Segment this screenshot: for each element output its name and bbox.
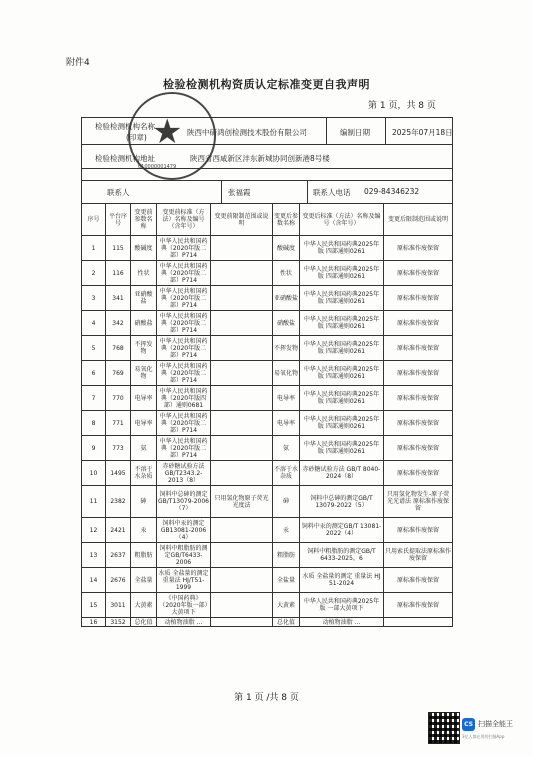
cell-after-std: 中华人民共和国药典2025年版 一部大黄项下: [300, 593, 384, 618]
cell-after-param: 易氧化物: [273, 361, 300, 386]
qr-code-icon: [428, 712, 460, 744]
cell-after-limit: 原标准作废保留: [384, 436, 453, 461]
page-footer: 第 1 页 /共 8 页: [234, 693, 299, 703]
cell-before-param: 总化值: [131, 618, 157, 627]
table-row: [82, 568, 453, 593]
cell-after-param: 大黄素: [273, 593, 300, 618]
seal-note: (印章): [126, 133, 147, 142]
date-label: 编制日期: [340, 128, 370, 137]
cell-after-param: 总化值: [273, 618, 300, 627]
cell-before-limit: [211, 411, 273, 436]
cell-before-std: 中华人民共和国药典（2020年版二部）P714: [157, 311, 211, 336]
cell-before-limit: [211, 543, 273, 568]
col-header: 序号: [82, 204, 106, 236]
cell-after-limit: 原标准作废保留: [384, 461, 453, 486]
cell-before-limit: [211, 286, 273, 311]
table-row: [82, 361, 453, 386]
table-header-row: [82, 204, 453, 236]
cell-no: 6: [82, 361, 106, 386]
cell-before-param: 氨: [131, 436, 157, 461]
cell-before-std: 中华人民共和国药典（2020年版二部）P714: [157, 411, 211, 436]
cell-before-limit: [211, 361, 273, 386]
table-row: [82, 543, 453, 568]
table-row: [82, 311, 453, 336]
header-rule: [81, 168, 452, 169]
cell-before-std: 动植物油脂 ...: [157, 618, 211, 627]
cell-pid: 773: [106, 436, 131, 461]
address-label: 检验检测机构地址: [95, 154, 155, 163]
cell-after-param: 氨: [273, 436, 300, 461]
cell-after-limit: 原标准作废保留: [384, 286, 453, 311]
cell-after-param: 酸碱度: [273, 236, 300, 261]
col-header: 变更前参数名称: [131, 204, 157, 236]
cell-after-param: 电导率: [273, 411, 300, 436]
cell-after-std: 中华人民共和国药典2025年版 四部通则0261: [300, 286, 384, 311]
phone-value: 029-84346232: [364, 187, 420, 196]
cell-after-limit: 只用索氏提取法原标准作废保留: [384, 543, 453, 568]
seal-star-icon: ★: [152, 112, 183, 152]
cell-before-param: 砷: [131, 486, 157, 518]
address-value: 陕西省西咸新区沣东新城协同创新港8号楼: [190, 154, 330, 163]
cell-after-limit: 原标准作废保留: [384, 336, 453, 361]
cell-before-std: 饲料中总砷的测定GB/T13079-2006（7）: [157, 486, 211, 518]
cell-before-limit: [211, 261, 273, 286]
cell-before-limit: [211, 386, 273, 411]
cell-pid: 341: [106, 286, 131, 311]
cell-pid: 2637: [106, 543, 131, 568]
table-row: [82, 386, 453, 411]
cell-no: 8: [82, 411, 106, 436]
col-header: 变更前限制范围或说明: [211, 204, 273, 236]
cell-no: 4: [82, 311, 106, 336]
col-header: 变更后标准（方法）名称及编号（含年号）: [300, 204, 384, 236]
header-divider: [307, 180, 308, 203]
cell-after-param: 硝酸盐: [273, 311, 300, 336]
cell-before-param: 亚硝酸盐: [131, 286, 157, 311]
cell-before-std: 中华人民共和国药典（2020年版二部）P714: [157, 436, 211, 461]
date-value: 2025年07月18日: [392, 128, 453, 137]
cell-after-std: 中华人民共和国药典2025年版 四部通则0261: [300, 386, 384, 411]
col-header: 平台序号: [106, 204, 131, 236]
cell-before-param: 性状: [131, 261, 157, 286]
table-row: [82, 618, 453, 627]
cell-after-param: 不挥发物: [273, 336, 300, 361]
cell-after-limit: 原标准作废保留: [384, 236, 453, 261]
header-divider: [385, 117, 386, 144]
cell-before-param: 不挥发物: [131, 336, 157, 361]
col-header: 变更后参数名称: [273, 204, 300, 236]
contact-label: 联系人: [107, 188, 130, 197]
cell-after-std: 赤砂糖试验方法 GB/T 8040-2024（8）: [300, 461, 384, 486]
cell-before-param: 硝酸盐: [131, 311, 157, 336]
table-row: [82, 593, 453, 618]
cell-no: 13: [82, 543, 106, 568]
cell-pid: 2421: [106, 518, 131, 543]
cell-before-param: 电导率: [131, 386, 157, 411]
cell-before-limit: [211, 461, 273, 486]
cell-after-param: 粗脂肪: [273, 543, 300, 568]
cell-pid: 2676: [106, 568, 131, 593]
table-row: [82, 286, 453, 311]
table-row: [82, 436, 453, 461]
cell-no: 14: [82, 568, 106, 593]
cell-after-param: 全盐量: [273, 568, 300, 593]
cell-after-param: 不溶于水杂质: [273, 461, 300, 486]
cell-after-param: 性状: [273, 261, 300, 286]
cell-after-limit: 只用氢化物发生-原子荧光光谱法 原标准作废保留: [384, 486, 453, 518]
cell-pid: 3152: [106, 618, 131, 627]
scanner-logo-icon: CS: [462, 718, 475, 731]
cell-before-param: 不溶于水杂质: [131, 461, 157, 486]
cell-after-limit: 原标准作废保留: [384, 568, 453, 593]
cell-before-limit: [211, 336, 273, 361]
org-name-value: 陕西中研鸿创检测技术股份有限公司: [187, 128, 307, 137]
table-row: [82, 518, 453, 543]
cell-no: 1: [82, 236, 106, 261]
contact-value: 张福霞: [228, 188, 251, 197]
cell-before-param: 大黄素: [131, 593, 157, 618]
cell-before-limit: [211, 618, 273, 627]
cell-after-param: 汞: [273, 518, 300, 543]
cell-no: 15: [82, 593, 106, 618]
cell-before-limit: [211, 518, 273, 543]
col-header: 变更前标准（方法）名称及编号（含年号）: [157, 204, 211, 236]
cell-no: 7: [82, 386, 106, 411]
table-row: [82, 336, 453, 361]
col-header: 变更后限制范围或说明: [384, 204, 453, 236]
cell-before-param: 易氧化物: [131, 361, 157, 386]
cell-after-std: 动植物油脂 ...: [300, 618, 384, 627]
cell-before-param: 汞: [131, 518, 157, 543]
official-seal: [128, 92, 216, 180]
cell-after-std: 饲料中汞的测定GB/T 13081-2022（4）: [300, 518, 384, 543]
cell-after-limit: 原标准作废保留: [384, 593, 453, 618]
cell-before-param: 粗脂肪: [131, 543, 157, 568]
header-border: [81, 117, 82, 203]
cell-after-limit: 原标准作废保留: [384, 361, 453, 386]
cell-before-limit: [211, 436, 273, 461]
cell-before-std: 中华人民共和国药典（2020年版四部）通则0681: [157, 386, 211, 411]
cell-after-std: 中华人民共和国药典2025年版 四部通则0261: [300, 311, 384, 336]
cell-before-param: 全盐量: [131, 568, 157, 593]
cell-after-std: 中华人民共和国药典2025年版 四部通则0261: [300, 411, 384, 436]
cell-after-std: 水质 全盐量的测定 重量法 HJ 51-2024: [300, 568, 384, 593]
seal-code: 610000001479: [138, 164, 177, 170]
cell-pid: 3011: [106, 593, 131, 618]
table-row: [82, 411, 453, 436]
cell-after-limit: 原标准作废保留: [384, 311, 453, 336]
cell-pid: 768: [106, 336, 131, 361]
cell-no: 11: [82, 486, 106, 518]
cell-after-std: 中华人民共和国药典2025年版 四部通则0261: [300, 261, 384, 286]
cell-before-std: 水质 全盐量的测定 重量法 HJ/T51-1999: [157, 568, 211, 593]
cell-before-limit: [211, 311, 273, 336]
cell-before-std: 饲料中汞的测定GB13081-2006（4）: [157, 518, 211, 543]
cell-before-std: 赤砂糖试验方法GB/T2343.2-2013（8）: [157, 461, 211, 486]
cell-no: 16: [82, 618, 106, 627]
table-row: [82, 261, 453, 286]
header-rule: [81, 180, 452, 181]
header-divider: [326, 117, 327, 144]
cell-after-limit: 原标准作废保留: [384, 411, 453, 436]
cell-before-limit: [211, 568, 273, 593]
cell-pid: 769: [106, 361, 131, 386]
cell-before-std: 中华人民共和国药典（2020年版二部）P714: [157, 286, 211, 311]
cell-pid: 1495: [106, 461, 131, 486]
page-info: 第 1 页，共 8 页: [368, 101, 436, 111]
cell-before-param: 电导率: [131, 411, 157, 436]
cell-pid: 770: [106, 386, 131, 411]
cell-no: 3: [82, 286, 106, 311]
cell-after-std: 饲料中总砷的测定GB/T 13079-2022（5）: [300, 486, 384, 518]
cell-before-std: 中华人民共和国药典（2020年版二部）P714: [157, 236, 211, 261]
cell-pid: 2382: [106, 486, 131, 518]
cell-no: 9: [82, 436, 106, 461]
phone-label: 联系人电话: [313, 188, 351, 197]
cell-no: 10: [82, 461, 106, 486]
org-name-label: 检验检测机构名称: [95, 122, 155, 131]
document-title: 检验检测机构资质认定标准变更自我声明: [163, 78, 370, 91]
cell-before-std: 《中国药典》（2020年版一部）大黄项下: [157, 593, 211, 618]
cell-before-std: 中华人民共和国药典（2020年版二部）P714: [157, 361, 211, 386]
cell-after-std: 中华人民共和国药典2025年版 四部通则0261: [300, 436, 384, 461]
cell-no: 12: [82, 518, 106, 543]
cell-before-std: 饲料中粗脂肪的测定GB/T6433-2006: [157, 543, 211, 568]
cell-after-limit: 原标准作废保留: [384, 518, 453, 543]
cell-before-limit: [211, 236, 273, 261]
scanner-name: 扫描全能王: [478, 720, 513, 728]
cell-after-std: 饲料中粗脂肪的测定GB/T 6433-2025，6: [300, 543, 384, 568]
cell-after-limit: 原标准作废保留: [384, 261, 453, 286]
annex-label: 附件4: [66, 58, 90, 68]
cell-pid: 771: [106, 411, 131, 436]
table-row: [82, 461, 453, 486]
cell-after-param: 电导率: [273, 386, 300, 411]
cell-after-std: 中华人民共和国药典2025年版 四部通则0261: [300, 236, 384, 261]
cell-after-std: 中华人民共和国药典2025年版 四部通则0261: [300, 361, 384, 386]
cell-no: 2: [82, 261, 106, 286]
cell-before-param: 酸碱度: [131, 236, 157, 261]
scanner-tagline: 3亿人都在用的扫描App: [462, 734, 505, 739]
cell-before-limit: [211, 593, 273, 618]
cell-pid: 342: [106, 311, 131, 336]
header-divider: [221, 180, 222, 203]
table-row: [82, 236, 453, 261]
cell-pid: 116: [106, 261, 131, 286]
cell-before-std: 中华人民共和国药典（2020年版二部）P714: [157, 336, 211, 361]
cell-after-limit: [384, 618, 453, 627]
cell-after-param: 砷: [273, 486, 300, 518]
cell-before-std: 中华人民共和国药典（2020年版二部）P714: [157, 261, 211, 286]
cell-no: 5: [82, 336, 106, 361]
change-table: [81, 203, 453, 627]
cell-after-limit: 原标准作废保留: [384, 386, 453, 411]
cell-pid: 115: [106, 236, 131, 261]
cell-after-std: 中华人民共和国药典2025年版 四部通则0261: [300, 336, 384, 361]
cell-after-param: 亚硝酸盐: [273, 286, 300, 311]
table-row: [82, 486, 453, 518]
cell-before-limit: 只用氢化物原子荧光光度法: [211, 486, 273, 518]
